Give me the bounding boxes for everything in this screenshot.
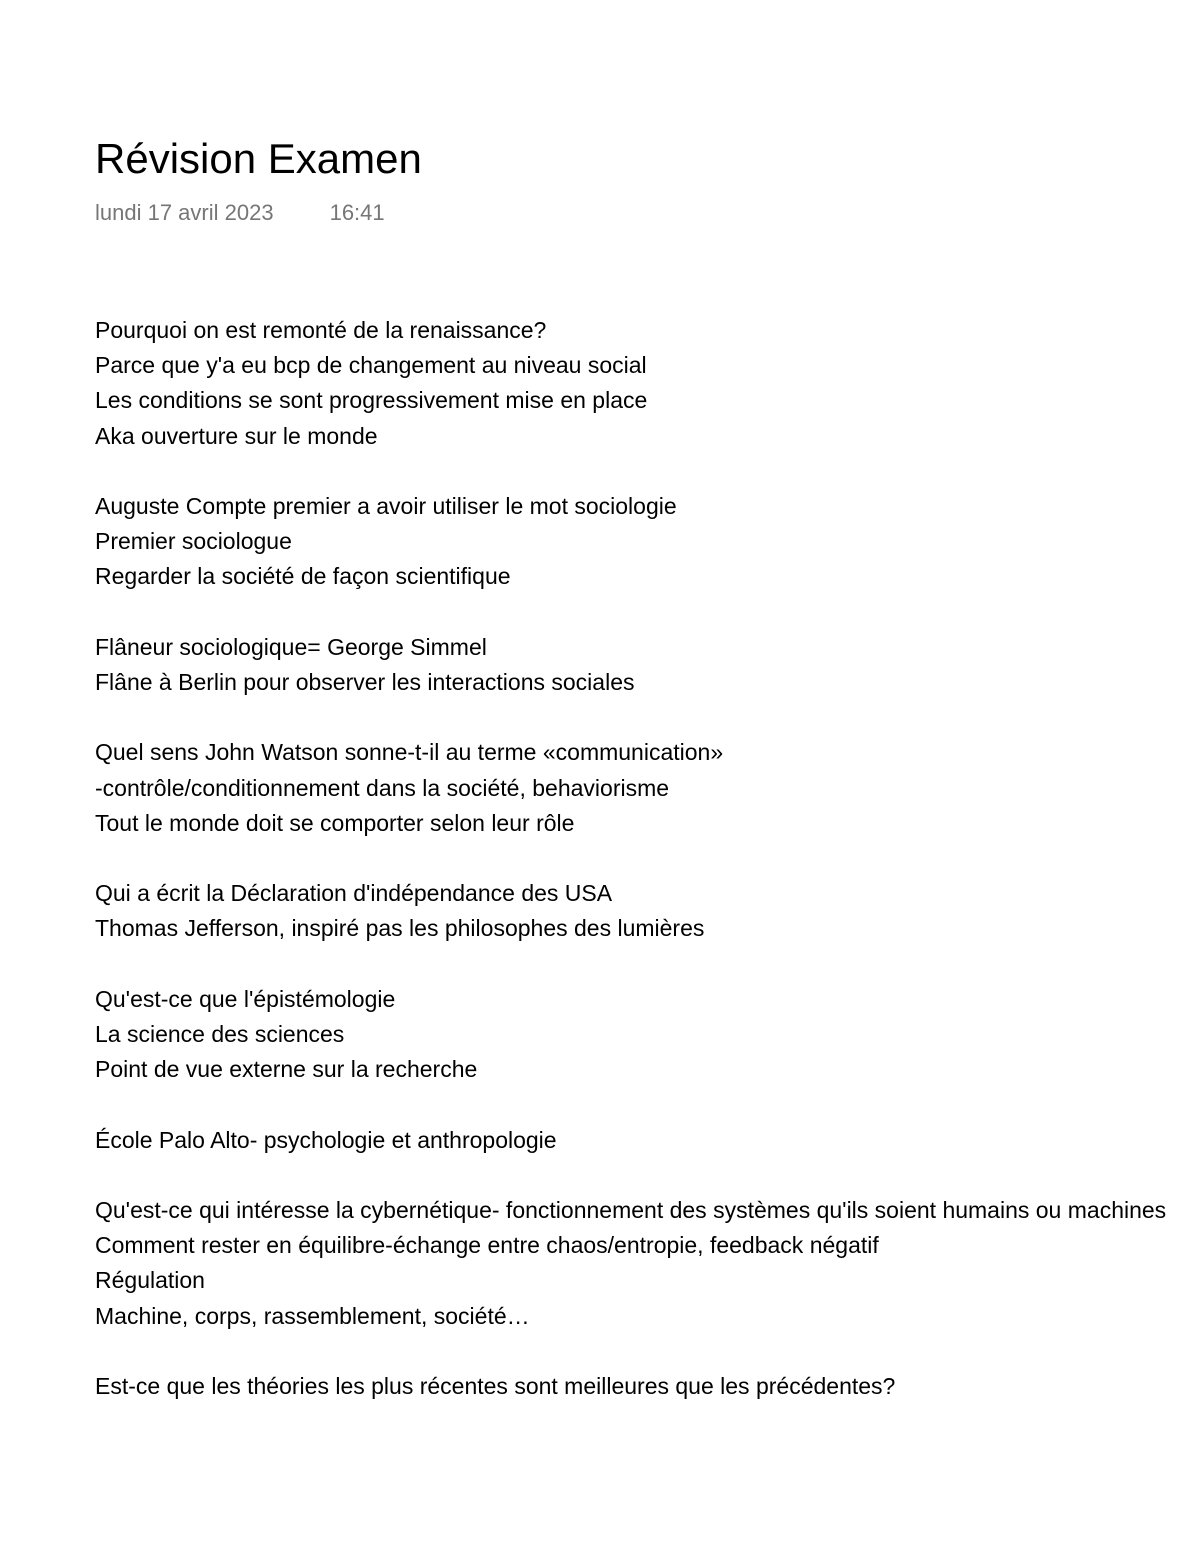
blank-line (95, 1334, 1200, 1369)
note-line: Comment rester en équilibre-échange entre chaos/entropie, feedback négatif (95, 1232, 879, 1259)
paragraph (95, 1123, 1200, 1158)
note-line: Pourquoi on est remonté de la renaissance? (95, 317, 547, 343)
note-line: Flâne à Berlin pour observer les interactions sociales (95, 669, 635, 695)
blank-line (95, 700, 1200, 735)
note-line: Régulation (95, 1267, 205, 1294)
note-line: Qu'est-ce qui intéresse la cybernétique- fonctionnement des systèmes qu'ils soient humains ou machines (95, 1196, 1167, 1223)
note-line: Qu'est-ce que l'épistémologie (95, 985, 396, 1012)
note-line: Flâneur sociologique= George Simmel (95, 633, 487, 660)
note-line: -contrôle/conditionnement dans la société, behaviorisme (95, 774, 670, 801)
note-line: Premier sociologue (95, 528, 292, 555)
blank-line (95, 454, 1200, 489)
note-line: Les conditions se sont progressivement mise en place (95, 387, 648, 414)
note-line: Machine, corps, rassemblement, société… (95, 1302, 530, 1329)
blank-line (95, 595, 1200, 630)
note-line: Regarder la société de façon scientifique (95, 563, 511, 590)
note-line: La science des sciences (95, 1020, 345, 1047)
paragraph (95, 1193, 1200, 1334)
note-line: Point de vue externe sur la recherche (95, 1056, 478, 1083)
note-body (95, 313, 1200, 1404)
paragraph (95, 982, 1200, 1088)
paragraph (95, 630, 1200, 700)
page-title: Révision Examen (95, 135, 422, 182)
blank-line (95, 947, 1200, 982)
note-time: 16:41 (329, 200, 385, 225)
note-line: Quel sens John Watson sonne-t-il au terme «communication» (95, 739, 724, 766)
blank-line (95, 1087, 1200, 1122)
note-timestamp (95, 198, 385, 228)
note-line: Qui a écrit la Déclaration d'indépendance des USA (95, 880, 613, 907)
note-line: Tout le monde doit se comporter selon leur rôle (95, 809, 575, 836)
note-line: Est-ce que les théories les plus récentes sont meilleures que les précédentes? (95, 1372, 896, 1399)
paragraph (95, 735, 1200, 841)
note-line: Thomas Jefferson, inspiré pas les philosophes des lumières (95, 915, 705, 942)
note-line: Parce que y'a eu bcp de changement au niveau social (95, 352, 647, 379)
blank-line (95, 1158, 1200, 1193)
note-date: lundi 17 avril 2023 (95, 200, 274, 225)
note-line: École Palo Alto- psychologie et anthropologie (95, 1126, 557, 1153)
paragraph (95, 489, 1200, 595)
paragraph (95, 313, 1200, 454)
note-line: Aka ouverture sur le monde (95, 422, 378, 449)
paragraph (95, 876, 1200, 946)
paragraph (95, 1369, 1200, 1404)
note-line: Auguste Compte premier a avoir utiliser le mot sociologie (95, 493, 677, 519)
blank-line (95, 841, 1200, 876)
